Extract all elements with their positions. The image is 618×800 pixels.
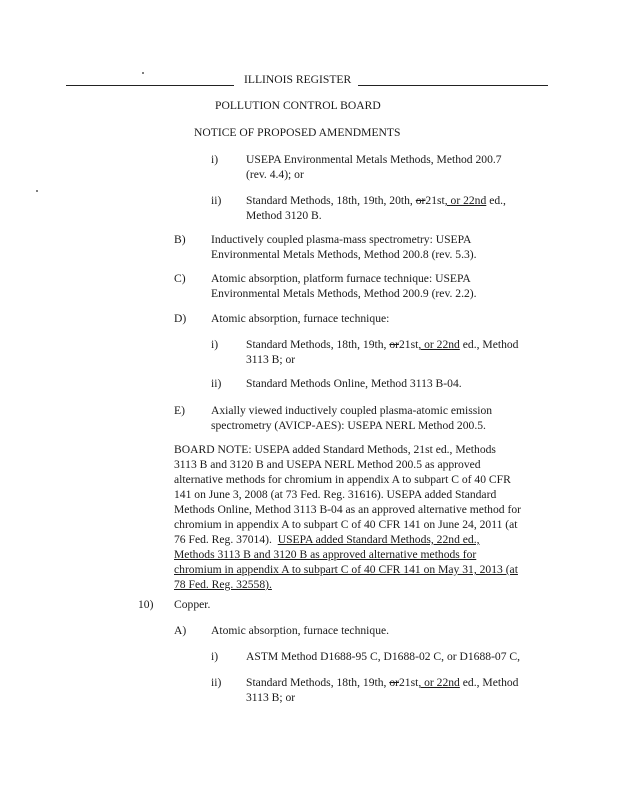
item-marker: A): [174, 624, 187, 637]
item-text: Inductively coupled plasma-mass spectrometry: USEPA: [211, 233, 472, 246]
item-marker: B): [174, 233, 186, 246]
text-segment: 21st: [398, 676, 419, 689]
item-text: spectrometry (AVICP-AES): USEPA NERL Method 200.5.: [211, 419, 486, 432]
item-marker: D): [174, 312, 187, 325]
item-text: Atomic absorption, furnace technique:: [211, 312, 390, 325]
section-marker: 10): [138, 598, 154, 611]
header-rule-left: [66, 85, 234, 86]
register-title: ILLINOIS REGISTER: [244, 73, 352, 86]
text-segment: Standard Methods, 18th, 19th,: [246, 676, 387, 689]
board-note-line: [174, 533, 480, 548]
item-text: 3113 B; or: [246, 691, 296, 704]
text-segment: Standard Methods, 18th, 19th, 20th,: [246, 194, 413, 207]
scan-speck: [142, 72, 144, 74]
scan-speck: [36, 190, 38, 192]
text-segment: ed., Method: [462, 676, 519, 689]
notice-title: NOTICE OF PROPOSED AMENDMENTS: [194, 126, 401, 139]
item-text: [246, 194, 506, 209]
text-segment: 21st: [398, 338, 419, 351]
board-note-inserted-line: 78 Fed. Reg. 32558).: [174, 578, 272, 591]
inserted-text: USEPA added Standard Methods, 22nd ed.,: [277, 533, 480, 546]
item-text: Atomic absorption, platform furnace technique: USEPA: [211, 272, 471, 285]
item-marker: i): [211, 650, 219, 663]
deleted-text: or: [389, 338, 399, 351]
item-text: [246, 676, 518, 691]
item-text: Atomic absorption, furnace technique.: [211, 624, 390, 637]
text-segment: 21st: [425, 194, 445, 207]
board-note-line: 141 on June 3, 2008 (at 73 Fed. Reg. 31616). USEPA added Standard: [174, 488, 497, 501]
board-note-line: chromium in appendix A to subpart C of 40 CFR 141 on June 24, 2011 (at: [174, 518, 518, 531]
item-marker: E): [174, 404, 185, 417]
board-note-inserted-line: Methods 3113 B and 3120 B as approved alternative methods for: [174, 548, 477, 561]
item-text: ASTM Method D1688-95 C, D1688-02 C, or D1688-07 C,: [246, 650, 521, 663]
deleted-text: or: [389, 676, 399, 689]
board-note-line: 3113 B and 3120 B and USEPA NERL Method 200.5 as approved: [174, 458, 481, 471]
text-segment: 76 Fed. Reg. 37014).: [174, 533, 272, 546]
board-note-inserted-line: chromium in appendix A to subpart C of 40 CFR 141 on May 31, 2013 (at: [174, 563, 518, 576]
inserted-text: , or 22nd: [444, 194, 487, 207]
board-note-line: alternative methods for chromium in appendix A to subpart C of 40 CFR: [174, 473, 511, 486]
item-text: Environmental Metals Methods, Method 200.9 (rev. 2.2).: [211, 287, 477, 300]
item-text: [246, 338, 518, 353]
item-marker: i): [211, 153, 219, 166]
item-text: Axially viewed inductively coupled plasma-atomic emission: [211, 404, 493, 417]
item-text: USEPA Environmental Metals Methods, Method 200.7: [246, 153, 502, 166]
text-segment: Standard Methods, 18th, 19th,: [246, 338, 387, 351]
item-text: Standard Methods Online, Method 3113 B-04.: [246, 377, 462, 390]
item-marker: i): [211, 338, 219, 351]
item-text: Method 3120 B.: [246, 209, 322, 222]
section-label: Copper.: [174, 598, 211, 611]
text-segment: ed., Method: [462, 338, 519, 351]
inserted-text: , or 22nd: [418, 676, 460, 689]
deleted-text: or: [415, 194, 426, 207]
item-marker: ii): [211, 676, 222, 689]
item-text: Environmental Metals Methods, Method 200.8 (rev. 5.3).: [211, 248, 477, 261]
item-marker: C): [174, 272, 186, 285]
text-segment: ed.,: [489, 194, 506, 207]
item-text: (rev. 4.4); or: [246, 168, 304, 181]
board-title: POLLUTION CONTROL BOARD: [215, 99, 381, 112]
inserted-text: , or 22nd: [418, 338, 460, 351]
header-rule-right: [358, 85, 548, 86]
item-marker: ii): [211, 377, 222, 390]
board-note-line: BOARD NOTE: USEPA added Standard Methods, 21st ed., Methods: [174, 443, 496, 456]
board-note-line: Methods Online, Method 3113 B-04 as an approved alternative method for: [174, 503, 521, 516]
item-marker: ii): [211, 194, 222, 207]
item-text: 3113 B; or: [246, 353, 296, 366]
